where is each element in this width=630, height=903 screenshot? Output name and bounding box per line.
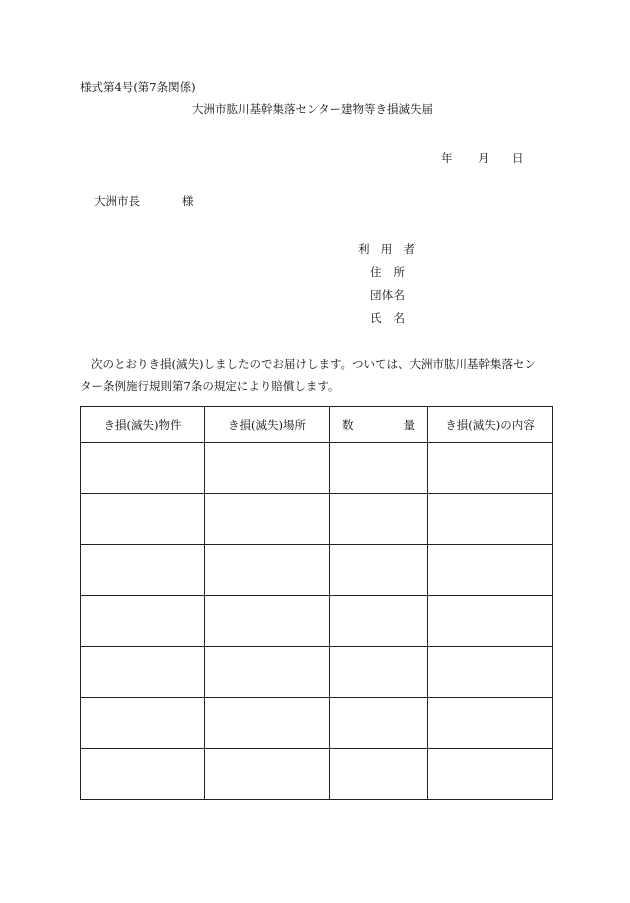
table-cell <box>81 647 205 698</box>
header-content: き損(滅失)の内容 <box>428 407 553 443</box>
applicant-group-label: 団体名 <box>370 288 405 302</box>
table-cell <box>205 596 330 647</box>
table-cell <box>330 698 428 749</box>
table-cell <box>81 545 205 596</box>
table-cell <box>81 596 205 647</box>
table-row <box>81 443 553 494</box>
table-row <box>81 545 553 596</box>
header-quantity-right: 量 <box>403 417 415 432</box>
applicant-address-label: 住所 <box>370 265 405 279</box>
body-text-line-1: 次のとおりき損(滅失)しましたのでお届けします。ついては、大洲市肱川基幹集落セン <box>91 357 537 371</box>
header-quantity-left: 数 <box>342 417 354 432</box>
table-cell <box>205 698 330 749</box>
header-quantity <box>330 407 428 443</box>
table-cell <box>330 749 428 800</box>
table-row <box>81 698 553 749</box>
table-cell <box>428 749 553 800</box>
damage-table <box>80 406 553 800</box>
applicant-heading: 利用者 <box>358 242 415 256</box>
table-cell <box>205 443 330 494</box>
table-cell <box>81 698 205 749</box>
table-cell <box>428 545 553 596</box>
table-cell <box>330 443 428 494</box>
table-cell <box>205 647 330 698</box>
table-cell <box>428 698 553 749</box>
table-row <box>81 749 553 800</box>
table-row <box>81 647 553 698</box>
form-number: 様式第4号(第7条関係) <box>80 80 196 94</box>
date-year-label: 年 <box>441 151 453 165</box>
table-cell <box>205 545 330 596</box>
date-month-label: 月 <box>478 151 490 165</box>
table-cell <box>428 494 553 545</box>
table-cell <box>81 443 205 494</box>
table-cell <box>428 443 553 494</box>
table-cell <box>81 749 205 800</box>
table-cell <box>428 647 553 698</box>
document-title: 大洲市肱川基幹集落センター建物等き損滅失届 <box>192 102 434 116</box>
table-cell <box>205 749 330 800</box>
table-row <box>81 494 553 545</box>
header-item: き損(滅失)物件 <box>81 407 205 443</box>
table-header-row <box>81 407 553 443</box>
table-cell <box>81 494 205 545</box>
date-day-label: 日 <box>512 151 524 165</box>
table-cell <box>330 494 428 545</box>
body-text-line-2: ター条例施行規則第7条の規定により賠償します。 <box>80 379 340 393</box>
table-cell <box>428 596 553 647</box>
table-cell <box>330 545 428 596</box>
addressee-name: 大洲市長 <box>94 194 140 208</box>
addressee-honorific: 様 <box>182 194 194 208</box>
table-cell <box>205 494 330 545</box>
applicant-name-label: 氏名 <box>370 311 405 325</box>
table-cell <box>330 596 428 647</box>
table-cell <box>330 647 428 698</box>
header-place: き損(滅失)場所 <box>205 407 330 443</box>
table-row <box>81 596 553 647</box>
